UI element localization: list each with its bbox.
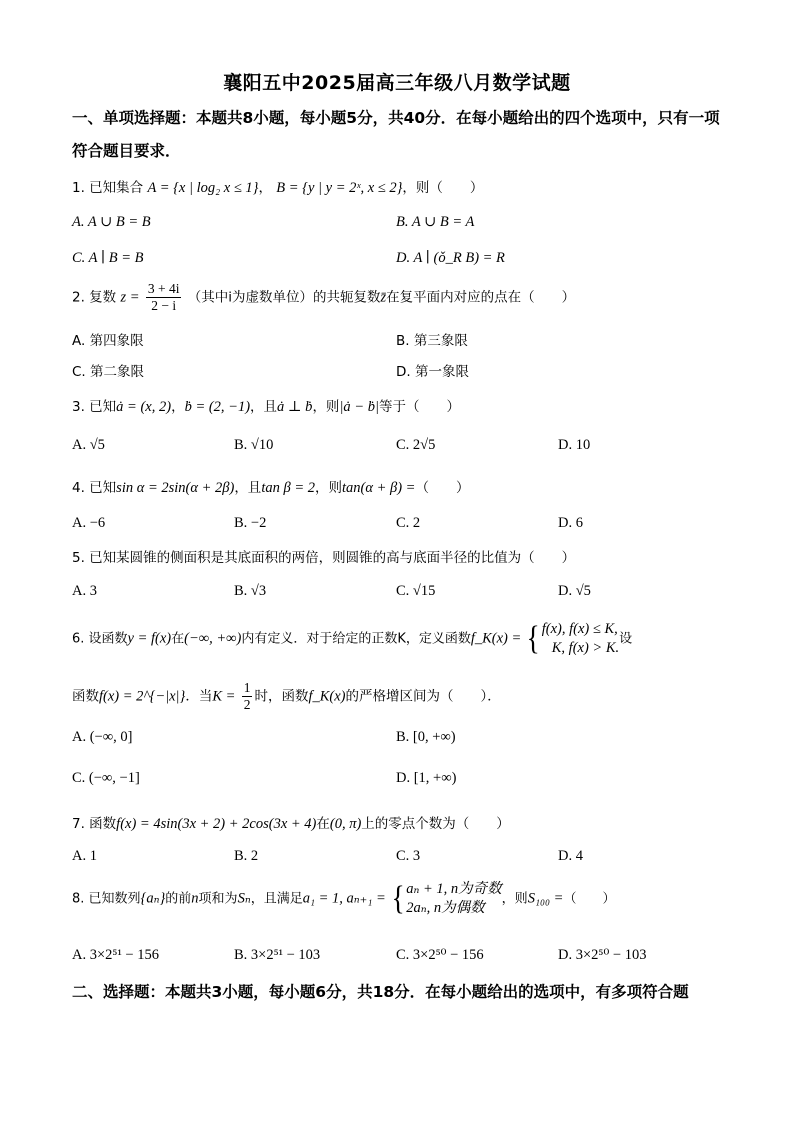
option-d[interactable]: D. 10 [558, 437, 591, 453]
question-4: 4. 已知sin α = 2sin(α + 2β)，且tan β = 2，则tan(α + β) =（ ） [72, 480, 470, 496]
option-c[interactable]: C. 2 [396, 515, 421, 531]
option-c[interactable]: C. A ∣ B = B [72, 250, 144, 266]
option-d[interactable]: D. 第一象限 [396, 364, 469, 380]
option-a[interactable]: A. 3×2⁵¹ − 156 [72, 947, 159, 963]
section-2-heading: 二、选择题：本题共3小题，每小题6分，共18分．在每小题给出的选项中，有多项符合题 [72, 983, 689, 1001]
option-a[interactable]: A. A ∪ B = B [72, 214, 151, 230]
option-d[interactable]: D. 4 [558, 848, 583, 864]
option-d[interactable]: D. 3×2⁵⁰ − 103 [558, 947, 647, 963]
option-c[interactable]: C. 第二象限 [72, 364, 145, 380]
complex-fraction: $\frac{3 + 4i}{2 - i}$ [147, 281, 180, 313]
option-c[interactable]: C. 3 [396, 848, 421, 864]
option-b[interactable]: B. √3 [234, 583, 267, 599]
option-b[interactable]: B. [0, +∞) [396, 729, 456, 745]
set-a-definition: A = {x | log₂ x ≤ 1} [147, 180, 259, 196]
option-b[interactable]: B. 3×2⁵¹ − 103 [234, 947, 321, 963]
question-8: 8. 已知数列{aₙ}的前n项和为Sₙ，且满足a₁ = 1, aₙ₊₁ = { aₙ + 1, n为奇数 2aₙ, n为偶数 ，则S₁₀₀ =（ ） [72, 880, 616, 917]
option-a[interactable]: A. 第四象限 [72, 333, 144, 349]
option-b[interactable]: B. √10 [234, 437, 274, 453]
option-d[interactable]: D. √5 [558, 583, 591, 599]
option-c[interactable]: C. √15 [396, 583, 436, 599]
option-b[interactable]: B. A ∪ B = A [396, 214, 475, 230]
question-5: 5. 已知某圆锥的侧面积是其底面积的两倍，则圆锥的高与底面半径的比值为（ ） [72, 550, 576, 566]
option-a[interactable]: A. √5 [72, 437, 105, 453]
question-7: 7. 函数f(x) = 4sin(3x + 2) + 2cos(3x + 4)在(0, π)上的零点个数为（ ） [72, 816, 510, 832]
option-d[interactable]: D. A ∣ (ǒ_R B) = R [396, 250, 505, 266]
question-6-line-2: 函数f(x) = 2^{−|x|}．当K = $\frac{1}{2}$ 时，函数f_K(x)的严格增区间为（ ）． [72, 680, 501, 712]
recurrence-definition: { aₙ + 1, n为奇数 2aₙ, n为偶数 [391, 880, 502, 917]
set-b-definition: B = {y | y = 2ˣ, x ≤ 2} [276, 180, 403, 196]
option-d[interactable]: D. 6 [558, 515, 583, 531]
question-6: 6. 设函数y = f(x)在(−∞, +∞)内有定义．对于给定的正数K，定义函数f_K(x) = { f(x), f(x) ≤ K, K, f(x) > K. 设 [72, 620, 633, 657]
option-b[interactable]: B. −2 [234, 515, 267, 531]
question-1: 1. 已知集合 A = {x | log₂ x ≤ 1}， B = {y | y = 2ˣ, x ≤ 2}，则（ ） [72, 180, 484, 196]
option-a[interactable]: A. (−∞, 0] [72, 729, 133, 745]
option-c[interactable]: C. (−∞, −1] [72, 770, 140, 786]
question-3: 3. 已知ȧ = (x, 2)，ḃ = (2, −1)，且ȧ ⊥ ḃ，则|ȧ − ḃ|等于（ ） [72, 399, 460, 415]
option-c[interactable]: C. 2√5 [396, 437, 436, 453]
option-d[interactable]: D. [1, +∞) [396, 770, 457, 786]
question-2: 2. 复数 z = $\frac{3 + 4i}{2 - i}$ （其中i为虚数单位）的共轭复数z̄在复平面内对应的点在（ ） [72, 281, 576, 313]
option-a[interactable]: A. −6 [72, 515, 106, 531]
page-title: 襄阳五中2025届高三年级八月数学试题 [223, 72, 571, 94]
option-a[interactable]: A. 3 [72, 583, 97, 599]
option-a[interactable]: A. 1 [72, 848, 97, 864]
section-1-heading: 一、单项选择题：本题共8小题，每小题5分，共40分．在每小题给出的四个选项中，只有一项符合题目要求． [72, 109, 720, 160]
option-b[interactable]: B. 2 [234, 848, 259, 864]
piecewise-definition: { f(x), f(x) ≤ K, K, f(x) > K. [527, 620, 620, 657]
option-c[interactable]: C. 3×2⁵⁰ − 156 [396, 947, 484, 963]
option-b[interactable]: B. 第三象限 [396, 333, 468, 349]
